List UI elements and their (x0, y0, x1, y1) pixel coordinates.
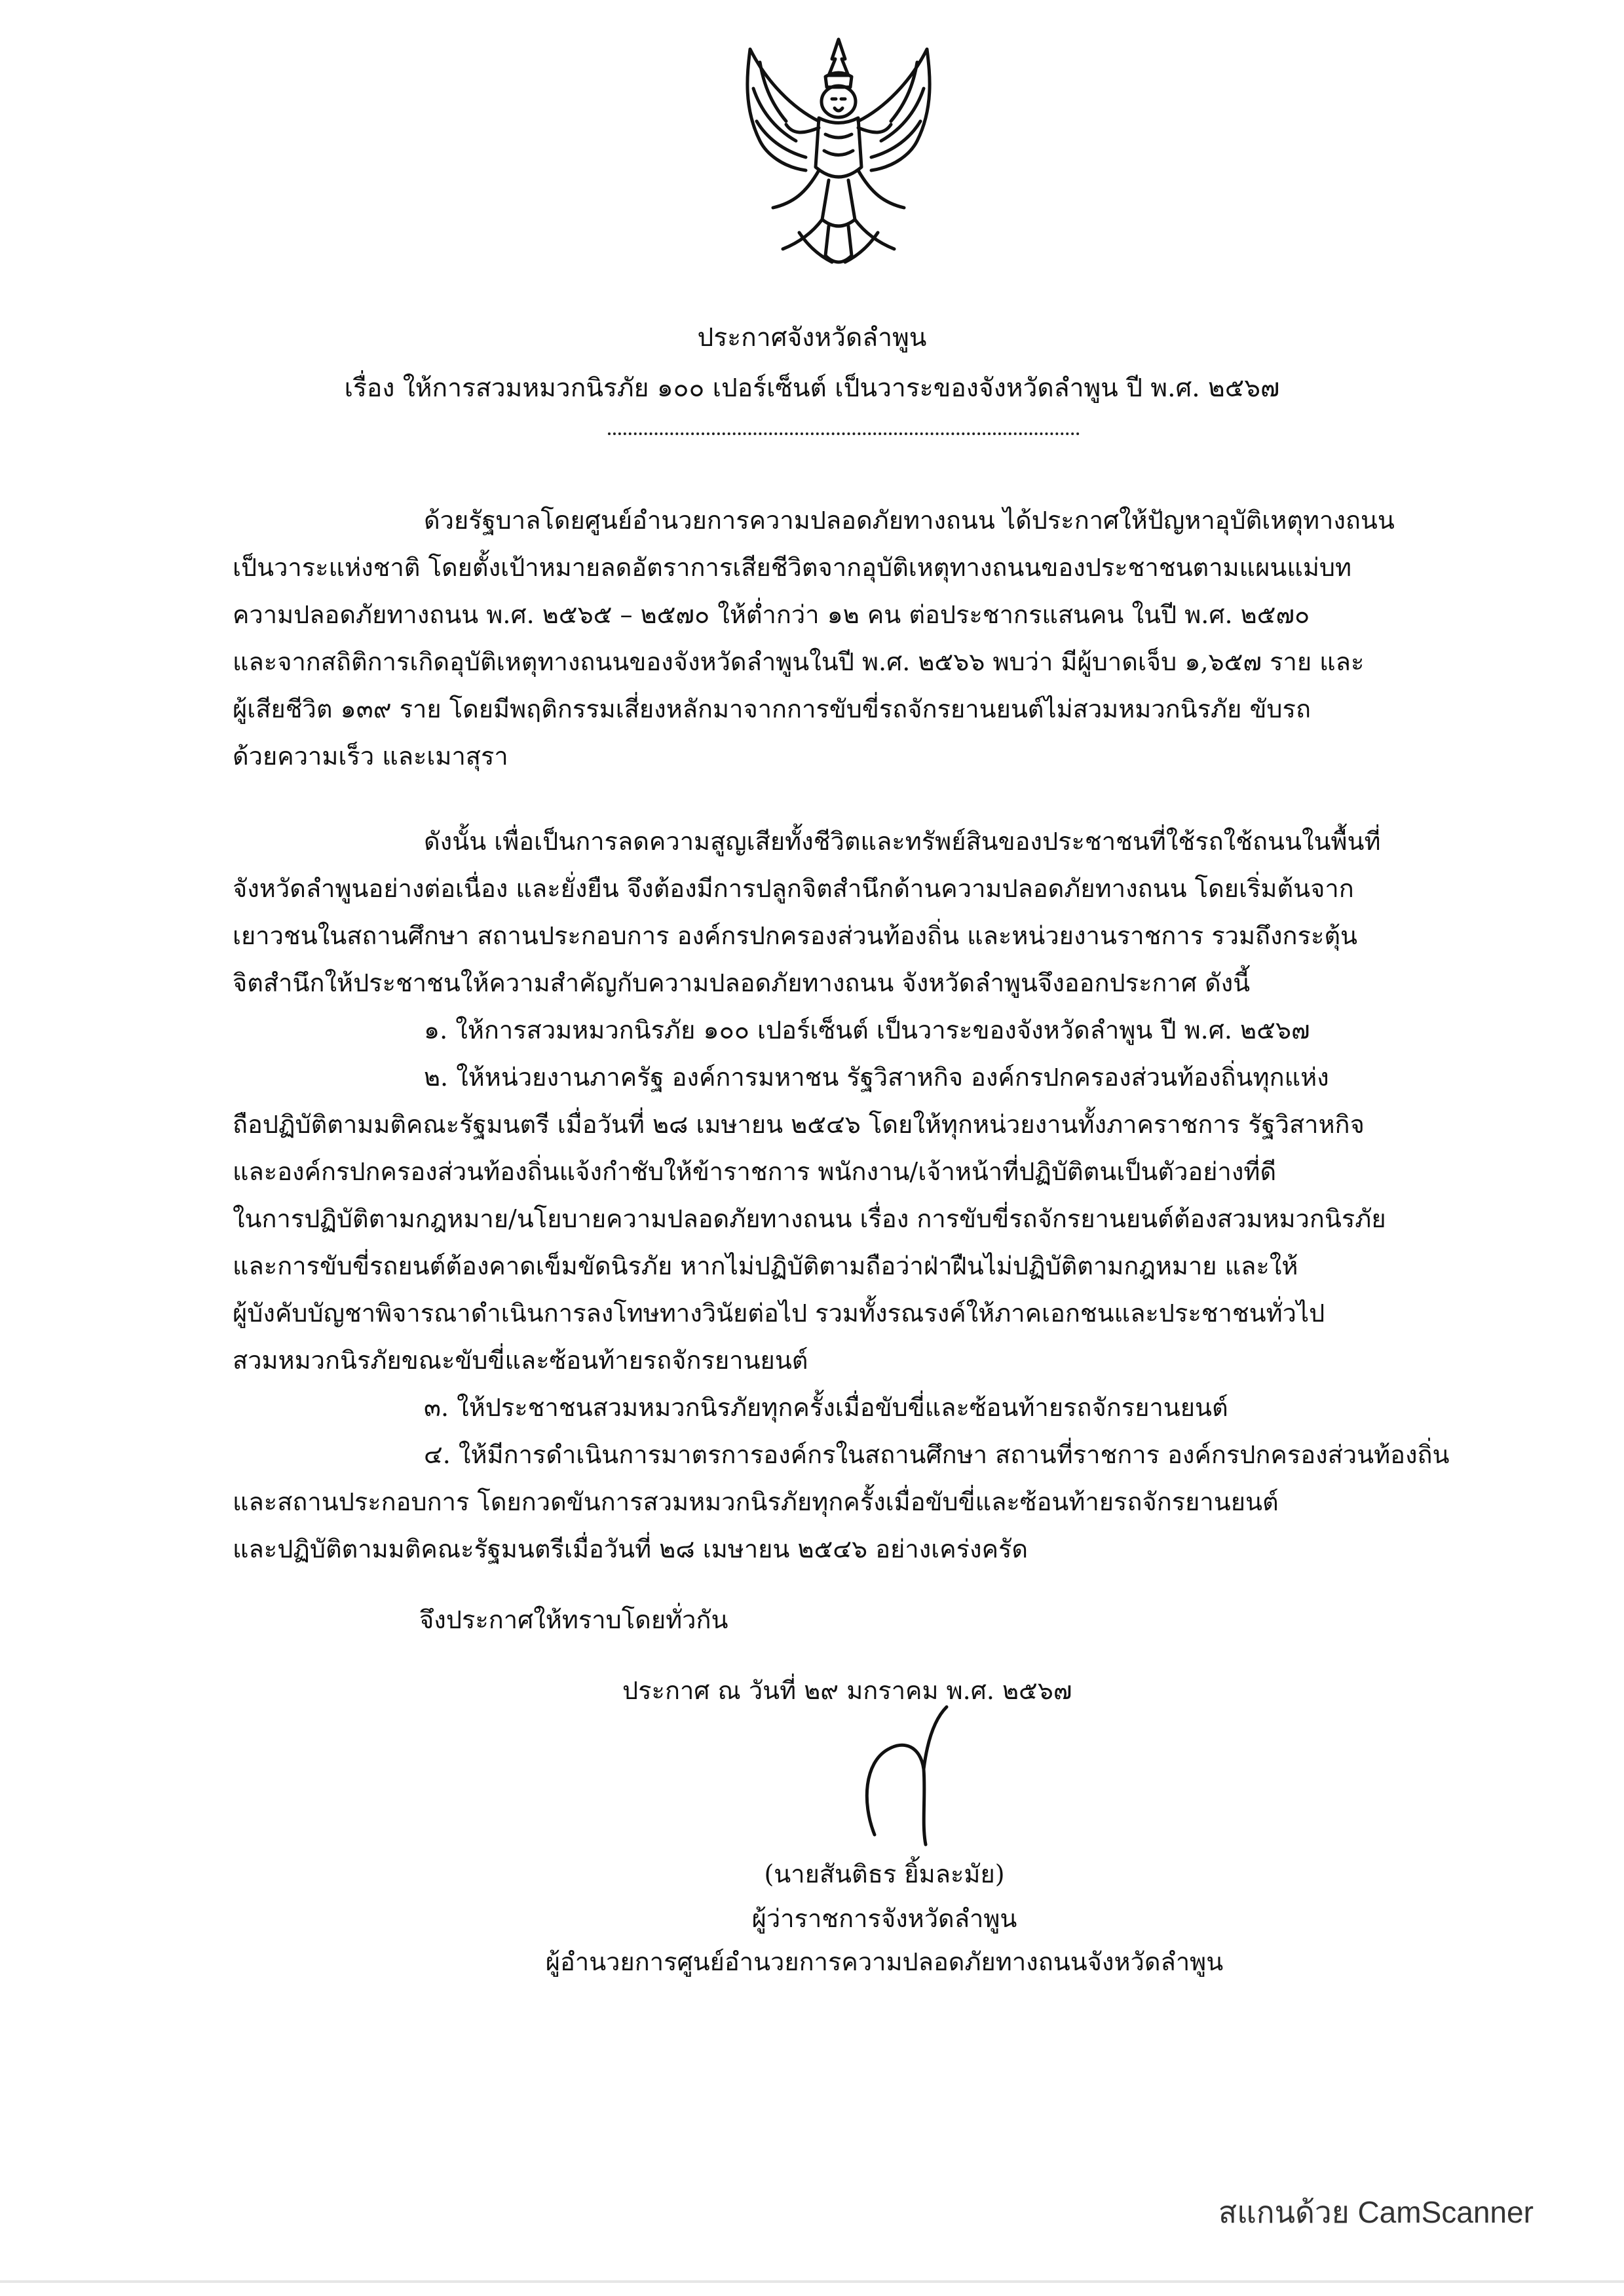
paragraph-line: ความปลอดภัยทางถนน พ.ศ. ๒๕๖๕ – ๒๕๗๐ ให้ต่ำกว่า ๑๒ คน ต่อประชากรแสนคน ในปี พ.ศ. ๒๕๗๐ (233, 600, 1310, 629)
paragraph-background (233, 497, 1451, 780)
paragraph-line: ดังนั้น เพื่อเป็นการลดความสูญเสียทั้งชีวิตและทรัพย์สินของประชาชนที่ใช้รถใช้ถนนในพื้นที่ (424, 827, 1381, 856)
paragraph-line: และปฏิบัติตามมติคณะรัฐมนตรีเมื่อวันที่ ๒๘ เมษายน ๒๕๔๖ อย่างเคร่งครัด (233, 1535, 1029, 1563)
paragraph-line: จิตสำนึกให้ประชาชนให้ความสำคัญกับความปลอดภัยทางถนน จังหวัดลำพูนจึงออกประกาศ ดังนี้ (233, 968, 1251, 997)
scan-edge-line (0, 2280, 1624, 2283)
paragraph-measures (233, 818, 1451, 1573)
announcement-subject: เรื่อง ให้การสวมหมวกนิรภัย ๑๐๐ เปอร์เซ็นต์ เป็นวาระของจังหวัดลำพูน ปี พ.ศ. ๒๕๖๗ (344, 373, 1280, 403)
measure-item-4: ๔. ให้มีการดำเนินการมาตรการองค์กรในสถานศึกษา สถานที่ราชการ องค์กรปกครองส่วนท้องถิ่น (424, 1440, 1450, 1469)
paragraph-line: ด้วยความเร็ว และเมาสุรา (233, 742, 508, 771)
garuda-emblem-icon (721, 36, 956, 278)
paragraph-line: ในการปฏิบัติตามกฎหมาย/นโยบายความปลอดภัยทางถนน เรื่อง การขับขี่รถจักรยานยนต์ต้องสวมหมวกนิรภัย (233, 1204, 1386, 1233)
signer-position-governor: ผู้ว่าราชการจังหวัดลำพูน (751, 1904, 1017, 1933)
announcement-title: ประกาศจังหวัดลำพูน (697, 323, 927, 353)
signer-position-director: ผู้อำนวยการศูนย์อำนวยการความปลอดภัยทางถนนจังหวัดลำพูน (545, 1947, 1224, 1976)
measure-item-3: ๓. ให้ประชาชนสวมหมวกนิรภัยทุกครั้งเมื่อขับขี่และซ้อนท้ายรถจักรยานยนต์ (424, 1393, 1228, 1422)
paragraph-line: ผู้เสียชีวิต ๑๓๙ ราย โดยมีพฤติกรรมเสี่ยงหลักมาจากการขับขี่รถจักรยานยนต์ไม่สวมหมวกนิรภัย ขับรถ (233, 695, 1311, 723)
paragraph-line: เยาวชนในสถานศึกษา สถานประกอบการ องค์กรปกครองส่วนท้องถิ่น และหน่วยงานราชการ รวมถึงกระตุ้น (233, 921, 1358, 950)
signer-name: (นายสันติธร ยิ้มละมัย) (764, 1860, 1005, 1888)
paragraph-line: ด้วยรัฐบาลโดยศูนย์อำนวยการความปลอดภัยทางถนน ได้ประกาศให้ปัญหาอุบัติเหตุทางถนน (424, 506, 1395, 535)
paragraph-line: จังหวัดลำพูนอย่างต่อเนื่อง และยั่งยืน จึงต้องมีการปลูกจิตสำนึกด้านความปลอดภัยทางถนน โดยเริ่มต้นจาก (233, 874, 1354, 903)
paragraph-line: และองค์กรปกครองส่วนท้องถิ่นแจ้งกำชับให้ข้าราชการ พนักงาน/เจ้าหน้าที่ปฏิบัติตนเป็นตัวอย่างที่ดี (233, 1157, 1277, 1186)
measure-item-1: ๑. ให้การสวมหมวกนิรภัย ๑๐๐ เปอร์เซ็นต์ เป็นวาระของจังหวัดลำพูน ปี พ.ศ. ๒๕๖๗ (424, 1016, 1310, 1044)
paragraph-line: ถือปฏิบัติตามมติคณะรัฐมนตรี เมื่อวันที่ ๒๘ เมษายน ๒๕๔๖ โดยให้ทุกหน่วยงานทั้งภาคราชการ รัฐวิสาหกิจ (233, 1110, 1365, 1139)
paragraph-line: สวมหมวกนิรภัยขณะขับขี่และซ้อนท้ายรถจักรยานยนต์ (233, 1346, 808, 1375)
paragraph-line: และการขับขี่รถยนต์ต้องคาดเข็มขัดนิรภัย หากไม่ปฏิบัติตามถือว่าฝ่าฝืนไม่ปฏิบัติตามกฎหมาย และให้ (233, 1252, 1298, 1280)
announcement-date: ประกาศ ณ วันที่ ๒๙ มกราคม พ.ศ. ๒๕๖๗ (622, 1676, 1072, 1705)
dotted-divider (608, 432, 1080, 435)
handwritten-signature (848, 1704, 979, 1854)
paragraph-line: เป็นวาระแห่งชาติ โดยตั้งเป้าหมายลดอัตราการเสียชีวิตจากอุบัติเหตุทางถนนของประชาชนตามแผนแม่บท (233, 553, 1352, 582)
measure-item-2: ๒. ให้หน่วยงานภาครัฐ องค์การมหาชน รัฐวิสาหกิจ องค์กรปกครองส่วนท้องถิ่นทุกแห่ง (424, 1063, 1329, 1092)
paragraph-line: ผู้บังคับบัญชาพิจารณาดำเนินการลงโทษทางวินัยต่อไป รวมทั้งรณรงค์ให้ภาคเอกชนและประชาชนทั่วไป (233, 1299, 1325, 1328)
closing-statement: จึงประกาศให้ทราบโดยทั่วกัน (419, 1605, 728, 1634)
camscanner-watermark: สแกนด้วย CamScanner (1218, 2195, 1534, 2229)
paragraph-line: และจากสถิติการเกิดอุบัติเหตุทางถนนของจังหวัดลำพูนในปี พ.ศ. ๒๕๖๖ พบว่า มีผู้บาดเจ็บ ๑,๖๕๗ ราย และ (233, 647, 1365, 676)
paragraph-line: และสถานประกอบการ โดยกวดขันการสวมหมวกนิรภัยทุกครั้งเมื่อขับขี่และซ้อนท้ายรถจักรยานยนต์ (233, 1487, 1279, 1516)
